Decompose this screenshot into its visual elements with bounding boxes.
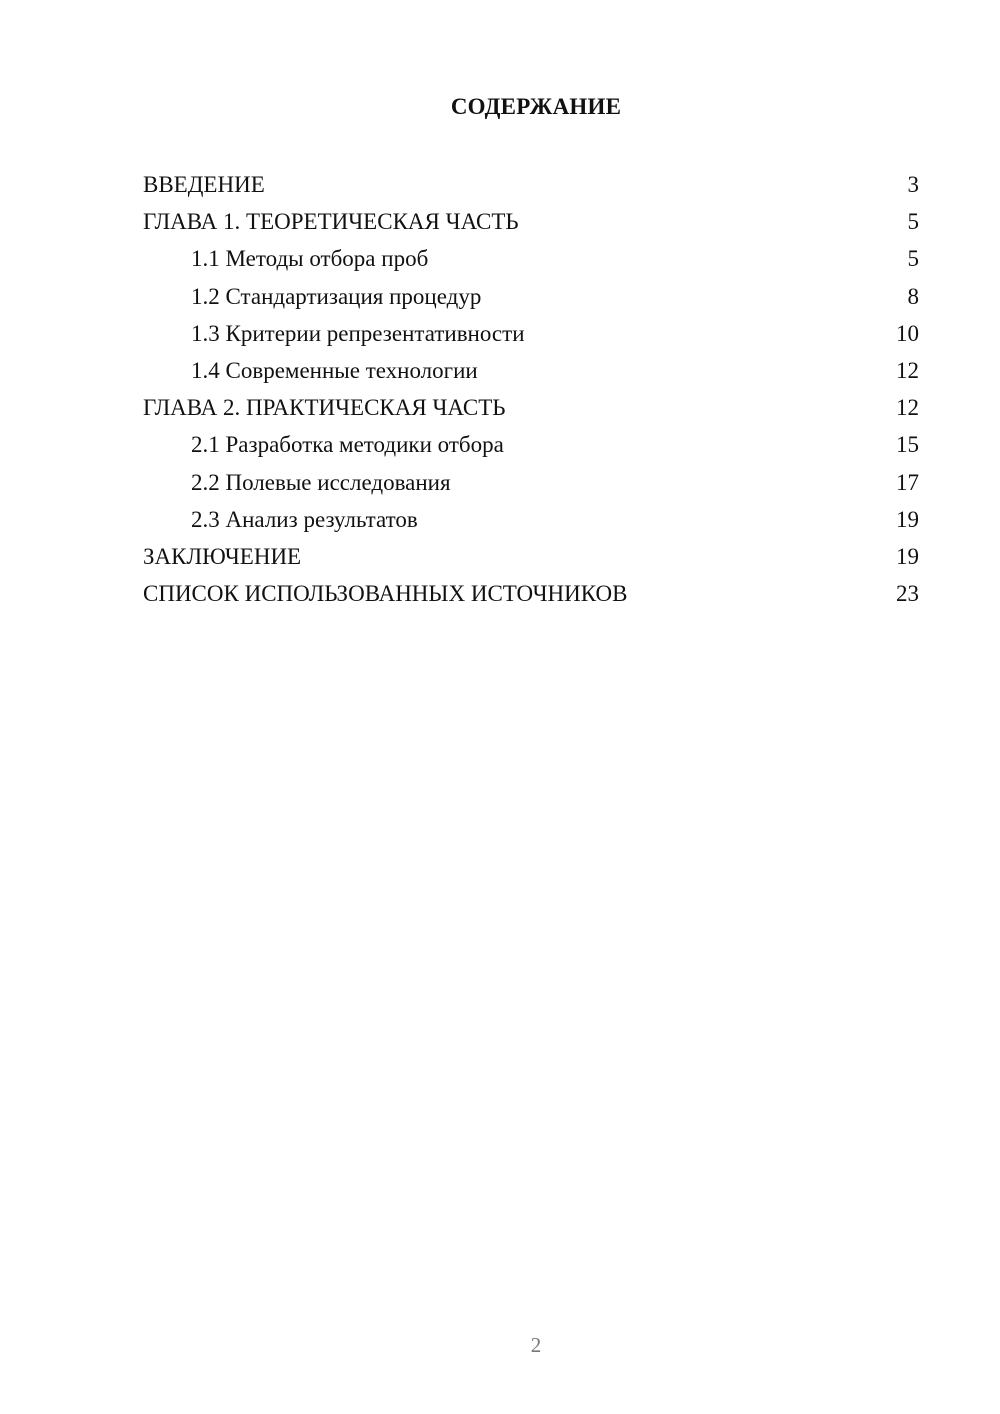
toc-entry — [143, 426, 919, 463]
toc-entry-page: 17 — [896, 469, 919, 495]
toc-entry-label: 2.1 Разработка методики отбора — [191, 432, 504, 458]
toc-entry — [143, 240, 919, 277]
toc-entry-page: 5 — [907, 246, 919, 272]
toc-entry-label: ГЛАВА 1. ТЕОРЕТИЧЕСКАЯ ЧАСТЬ — [143, 209, 519, 235]
toc-entry — [143, 315, 919, 352]
toc-entry-label: ЗАКЛЮЧЕНИЕ — [143, 543, 302, 569]
toc-entry-page: 15 — [896, 432, 919, 458]
toc-entry-label: 1.1 Методы отбора проб — [191, 246, 429, 272]
toc-entry-label: ВВЕДЕНИЕ — [143, 172, 265, 197]
toc-entry-page: 10 — [896, 320, 919, 346]
toc-entry-label: ГЛАВА 2. ПРАКТИЧЕСКАЯ ЧАСТЬ — [143, 395, 506, 421]
toc-entry-page: 12 — [896, 357, 919, 383]
toc-entry-page: 23 — [896, 581, 919, 607]
toc-entry-page: 19 — [896, 506, 919, 532]
toc-entry-label: 2.2 Полевые исследования — [191, 469, 451, 495]
toc-entry — [143, 166, 919, 203]
toc-entry-page: 8 — [907, 283, 919, 309]
toc-entry — [143, 538, 919, 575]
toc-entry — [143, 203, 919, 240]
toc-entry — [143, 464, 919, 501]
toc-entry — [143, 352, 919, 389]
toc-entry-label: 1.2 Стандартизация процедур — [191, 283, 482, 309]
toc-entry-page: 3 — [907, 172, 919, 197]
toc-entry — [143, 389, 919, 426]
toc-entry — [143, 575, 919, 612]
toc-entry — [143, 278, 919, 315]
page-number: 2 — [530, 1333, 542, 1357]
toc-entry-page: 19 — [896, 543, 919, 569]
toc-entry-page: 12 — [896, 395, 919, 421]
toc-title: СОДЕРЖАНИЕ — [450, 94, 622, 119]
table-of-contents — [143, 166, 919, 612]
toc-entry-label: СПИСОК ИСПОЛЬЗОВАННЫХ ИСТОЧНИКОВ — [143, 581, 628, 607]
toc-entry-label: 1.3 Критерии репрезентативности — [191, 320, 525, 346]
toc-entry-label: 2.3 Анализ результатов — [191, 506, 418, 532]
toc-entry — [143, 501, 919, 538]
toc-entry-page: 5 — [907, 209, 919, 235]
toc-entry-label: 1.4 Современные технологии — [191, 357, 478, 383]
